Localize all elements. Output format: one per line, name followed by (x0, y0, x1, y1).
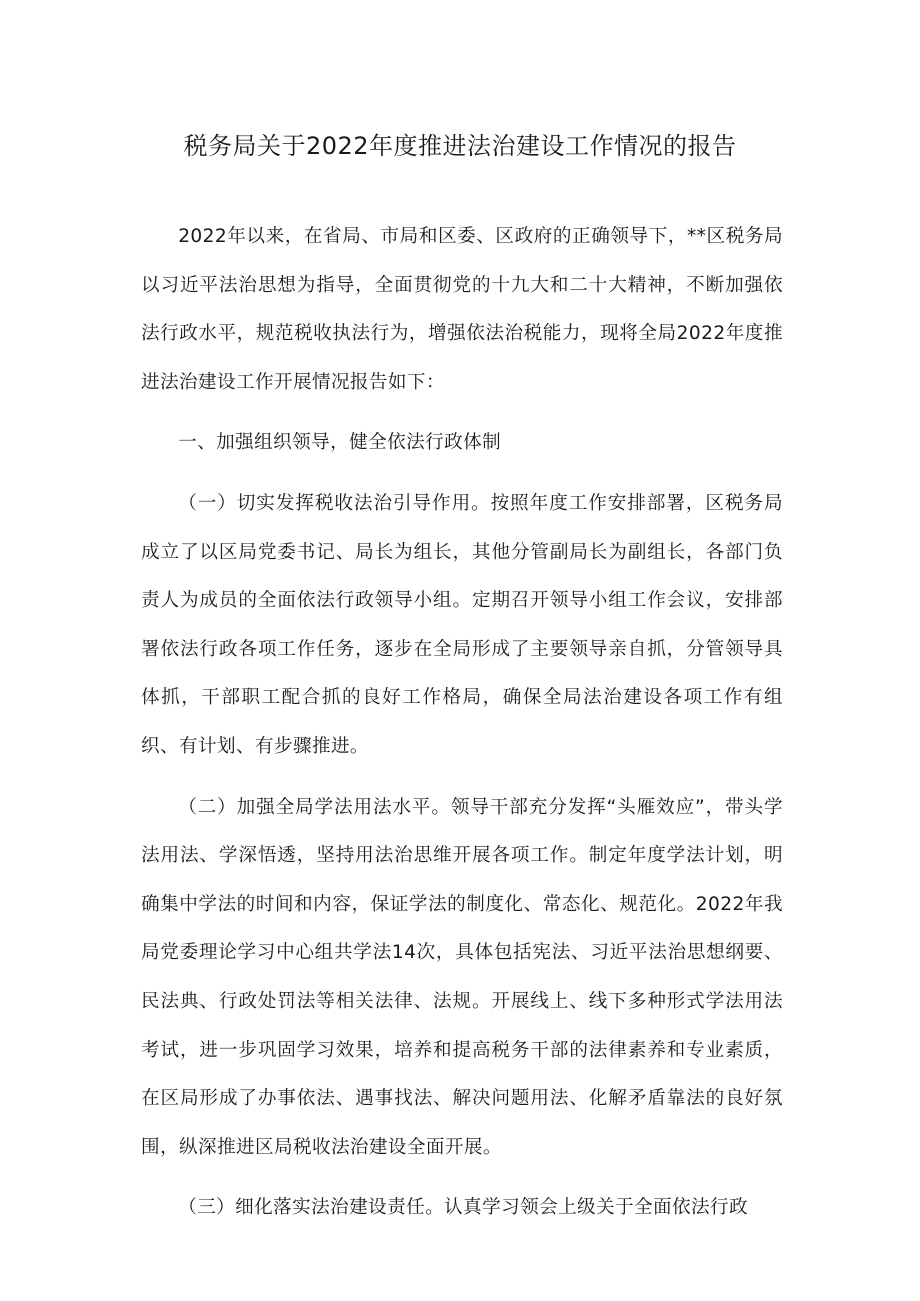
document-body (141, 213, 783, 1233)
paragraph-item-2: （二）加强全局学法用法水平。领导干部充分发挥“头雁效应”，带头学法用法、学深悟透，坚持用法治思维开展各项工作。制定年度学法计划，明确集中学法的时间和内容，保证学法的制度化、常态化、规范化。2022年我局党委理论学习中心组共学法14次，具体包括宪法、习近平法治思想纲要、民法典、行政处罚法等相关法律、法规。开展线上、线下多种形式学法用法考试，进一步巩固学习效果，培养和提高税务干部的法律素养和专业素质，在区局形成了办事依法、遇事找法、解决问题用法、化解矛盾靠法的良好氛围，纵深推进区局税收法治建设全面开展。 (141, 796, 783, 1158)
paragraph-item-1: （一）切实发挥税收法治引导作用。按照年度工作安排部署，区税务局成立了以区局党委书记、局长为组长，其他分管副局长为副组长，各部门负责人为成员的全面依法行政领导小组。定期召开领导小组工作会议，安排部署依法行政各项工作任务，逐步在全局形成了主要领导亲自抓，分管领导具体抓，干部职工配合抓的良好工作格局，确保全局法治建设各项工作有组织、有计划、有步骤推进。 (141, 492, 783, 757)
document-title: 税务局关于2022年度推进法治建设工作情况的报告 (183, 132, 737, 160)
paragraph-intro: 2022年以来，在省局、市局和区委、区政府的正确领导下，**区税务局以习近平法治思想为指导，全面贯彻党的十九大和二十大精神，不断加强依法行政水平，规范税收执法行为，增强依法治税能力，现将全局2022年度推进法治建设工作开展情况报告如下： (141, 226, 783, 393)
paragraph-item-3: （三）细化落实法治建设责任。认真学习领会上级关于全面依法行政 (178, 1197, 749, 1219)
section-heading-1: 一、加强组织领导，健全依法行政体制 (178, 432, 502, 454)
